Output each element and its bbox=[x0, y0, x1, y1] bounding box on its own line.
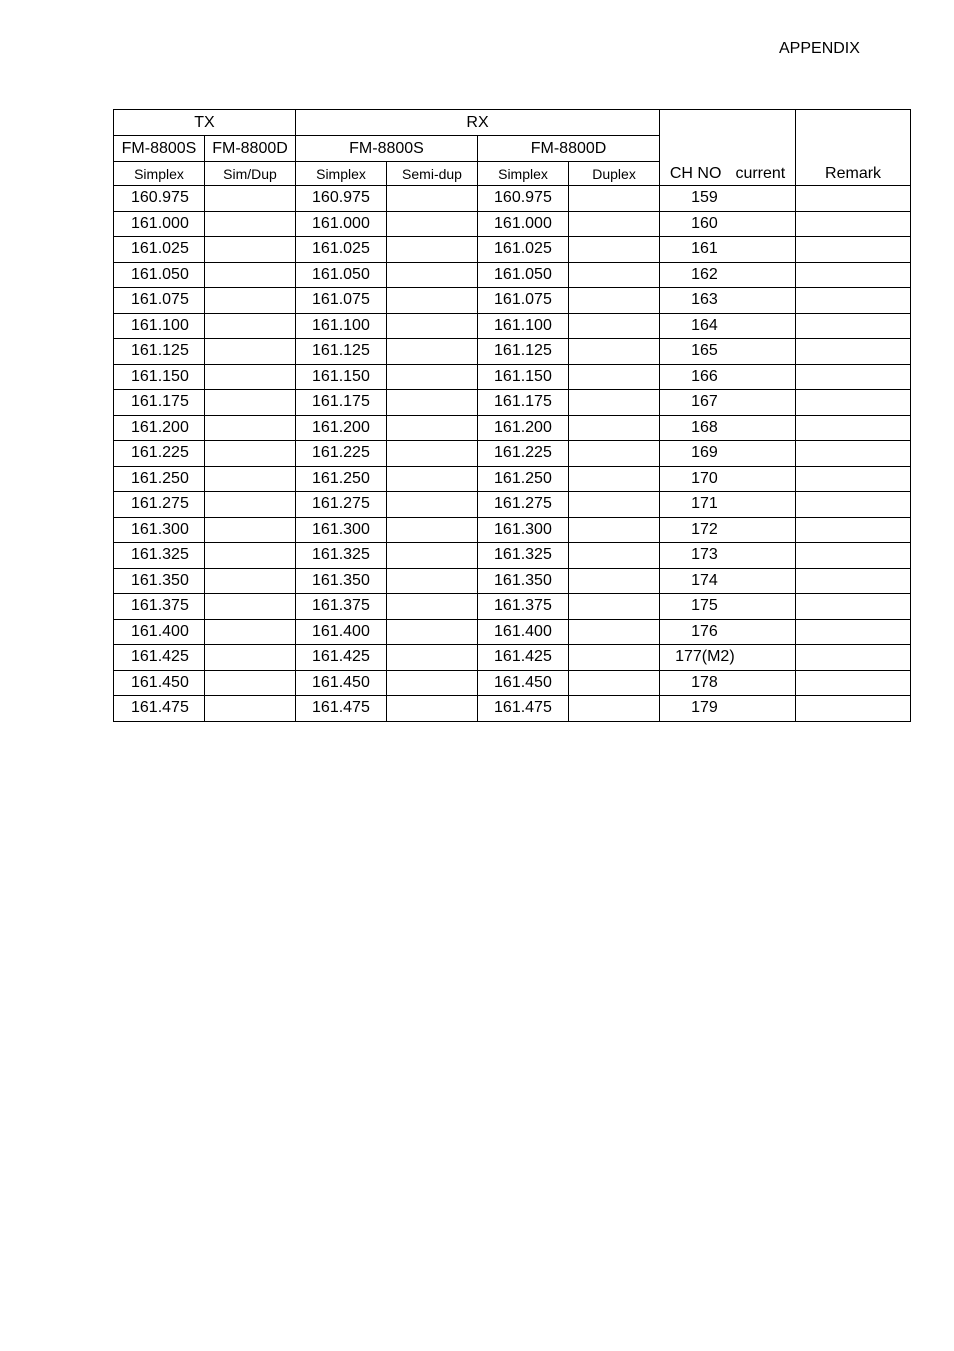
channel-number-cell: 172 bbox=[660, 517, 796, 543]
tx-simdup-subheader: Sim/Dup bbox=[205, 162, 296, 186]
channel-number-cell: 166 bbox=[660, 364, 796, 390]
rx-d-simplex-cell: 161.175 bbox=[478, 390, 569, 416]
tx-simdup-cell bbox=[205, 696, 296, 722]
table-row bbox=[114, 390, 911, 416]
table-row bbox=[114, 441, 911, 467]
rx-d-simplex-cell: 161.200 bbox=[478, 415, 569, 441]
tx-simplex-subheader: Simplex bbox=[114, 162, 205, 186]
remark-cell bbox=[796, 619, 911, 645]
rx-d-simplex-subheader: Simplex bbox=[478, 162, 569, 186]
rx-s-simplex-cell: 161.175 bbox=[296, 390, 387, 416]
rx-s-simplex-cell: 161.450 bbox=[296, 670, 387, 696]
table-row bbox=[114, 339, 911, 365]
tx-simdup-cell bbox=[205, 339, 296, 365]
rx-d-duplex-cell bbox=[569, 186, 660, 212]
remark-cell bbox=[796, 492, 911, 518]
rx-d-duplex-cell bbox=[569, 237, 660, 263]
rx-d-simplex-cell: 160.975 bbox=[478, 186, 569, 212]
table-row bbox=[114, 543, 911, 569]
rx-d-simplex-cell: 161.025 bbox=[478, 237, 569, 263]
remark-header: Remark bbox=[796, 110, 911, 186]
rx-s-simplex-cell: 161.475 bbox=[296, 696, 387, 722]
current-label: current bbox=[735, 165, 786, 182]
remark-cell bbox=[796, 211, 911, 237]
tx-group-header: TX bbox=[114, 110, 296, 136]
rx-d-duplex-cell bbox=[569, 211, 660, 237]
remark-cell bbox=[796, 670, 911, 696]
channel-number-cell: 165 bbox=[660, 339, 796, 365]
remark-cell bbox=[796, 390, 911, 416]
tx-simdup-cell bbox=[205, 390, 296, 416]
tx-simdup-cell bbox=[205, 415, 296, 441]
remark-cell bbox=[796, 415, 911, 441]
tx-simplex-cell: 161.275 bbox=[114, 492, 205, 518]
table-row bbox=[114, 670, 911, 696]
tx-simplex-cell: 161.000 bbox=[114, 211, 205, 237]
tx-simplex-cell: 161.150 bbox=[114, 364, 205, 390]
remark-cell bbox=[796, 237, 911, 263]
rx-d-simplex-cell: 161.425 bbox=[478, 645, 569, 671]
tx-simplex-cell: 161.400 bbox=[114, 619, 205, 645]
table-row bbox=[114, 211, 911, 237]
rx-d-simplex-cell: 161.450 bbox=[478, 670, 569, 696]
rx-s-semidup-cell bbox=[387, 492, 478, 518]
remark-cell bbox=[796, 696, 911, 722]
channel-number-cell: 171 bbox=[660, 492, 796, 518]
rx-s-simplex-cell: 161.050 bbox=[296, 262, 387, 288]
tx-simplex-cell: 161.200 bbox=[114, 415, 205, 441]
rx-s-semidup-cell bbox=[387, 670, 478, 696]
rx-d-duplex-cell bbox=[569, 288, 660, 314]
table-row bbox=[114, 288, 911, 314]
rx-model-d-header: FM-8800D bbox=[478, 136, 660, 162]
remark-cell bbox=[796, 262, 911, 288]
rx-s-semidup-cell bbox=[387, 441, 478, 467]
channel-number-cell: 170 bbox=[660, 466, 796, 492]
remark-cell bbox=[796, 517, 911, 543]
rx-d-duplex-cell bbox=[569, 492, 660, 518]
tx-simdup-cell bbox=[205, 441, 296, 467]
rx-d-simplex-cell: 161.475 bbox=[478, 696, 569, 722]
rx-s-simplex-cell: 161.400 bbox=[296, 619, 387, 645]
rx-s-semidup-cell bbox=[387, 543, 478, 569]
remark-cell bbox=[796, 288, 911, 314]
channel-number-cell: 177(M2) bbox=[660, 645, 796, 671]
remark-cell bbox=[796, 441, 911, 467]
rx-s-semidup-cell bbox=[387, 339, 478, 365]
tx-model-s-header: FM-8800S bbox=[114, 136, 205, 162]
table-row bbox=[114, 594, 911, 620]
rx-d-simplex-cell: 161.150 bbox=[478, 364, 569, 390]
rx-s-semidup-cell bbox=[387, 364, 478, 390]
chno-label: CH NO bbox=[669, 165, 722, 182]
rx-d-duplex-cell bbox=[569, 415, 660, 441]
channel-number-cell: 174 bbox=[660, 568, 796, 594]
rx-d-duplex-cell bbox=[569, 441, 660, 467]
rx-s-semidup-cell bbox=[387, 390, 478, 416]
rx-s-simplex-cell: 161.200 bbox=[296, 415, 387, 441]
tx-simdup-cell bbox=[205, 288, 296, 314]
tx-simplex-cell: 161.425 bbox=[114, 645, 205, 671]
rx-s-simplex-cell: 161.375 bbox=[296, 594, 387, 620]
table-row bbox=[114, 568, 911, 594]
rx-d-simplex-cell: 161.100 bbox=[478, 313, 569, 339]
remark-cell bbox=[796, 594, 911, 620]
tx-simdup-cell bbox=[205, 517, 296, 543]
channel-number-cell: 178 bbox=[660, 670, 796, 696]
rx-d-duplex-cell bbox=[569, 262, 660, 288]
rx-s-simplex-cell: 161.275 bbox=[296, 492, 387, 518]
tx-simdup-cell bbox=[205, 186, 296, 212]
tx-simplex-cell: 161.250 bbox=[114, 466, 205, 492]
rx-s-simplex-cell: 160.975 bbox=[296, 186, 387, 212]
tx-simdup-cell bbox=[205, 466, 296, 492]
tx-simplex-cell: 161.100 bbox=[114, 313, 205, 339]
channel-number-cell: 176 bbox=[660, 619, 796, 645]
rx-s-semidup-cell bbox=[387, 313, 478, 339]
remark-cell bbox=[796, 364, 911, 390]
rx-s-simplex-cell: 161.000 bbox=[296, 211, 387, 237]
rx-group-header: RX bbox=[296, 110, 660, 136]
rx-d-duplex-cell bbox=[569, 543, 660, 569]
rx-s-semidup-cell bbox=[387, 466, 478, 492]
rx-s-semidup-cell bbox=[387, 619, 478, 645]
rx-d-simplex-cell: 161.050 bbox=[478, 262, 569, 288]
channel-number-cell: 179 bbox=[660, 696, 796, 722]
tx-simdup-cell bbox=[205, 645, 296, 671]
channel-number-cell: 162 bbox=[660, 262, 796, 288]
rx-model-s-header: FM-8800S bbox=[296, 136, 478, 162]
tx-simplex-cell: 161.325 bbox=[114, 543, 205, 569]
tx-simdup-cell bbox=[205, 568, 296, 594]
tx-simplex-cell: 161.225 bbox=[114, 441, 205, 467]
table-row bbox=[114, 492, 911, 518]
channel-number-cell: 168 bbox=[660, 415, 796, 441]
rx-s-simplex-cell: 161.025 bbox=[296, 237, 387, 263]
tx-simplex-cell: 161.075 bbox=[114, 288, 205, 314]
rx-d-duplex-cell bbox=[569, 517, 660, 543]
rx-d-simplex-cell: 161.400 bbox=[478, 619, 569, 645]
channel-number-cell: 163 bbox=[660, 288, 796, 314]
rx-s-semidup-cell bbox=[387, 517, 478, 543]
table-row bbox=[114, 619, 911, 645]
remark-cell bbox=[796, 339, 911, 365]
rx-s-semidup-cell bbox=[387, 568, 478, 594]
remark-cell bbox=[796, 543, 911, 569]
channel-number-cell: 175 bbox=[660, 594, 796, 620]
rx-d-simplex-cell: 161.075 bbox=[478, 288, 569, 314]
tx-simdup-cell bbox=[205, 313, 296, 339]
rx-d-duplex-cell bbox=[569, 390, 660, 416]
rx-d-duplex-cell bbox=[569, 466, 660, 492]
table-row bbox=[114, 313, 911, 339]
rx-d-simplex-cell: 161.000 bbox=[478, 211, 569, 237]
channel-number-cell: 167 bbox=[660, 390, 796, 416]
remark-cell bbox=[796, 645, 911, 671]
rx-d-simplex-cell: 161.350 bbox=[478, 568, 569, 594]
rx-d-simplex-cell: 161.325 bbox=[478, 543, 569, 569]
rx-d-simplex-cell: 161.125 bbox=[478, 339, 569, 365]
rx-d-duplex-subheader: Duplex bbox=[569, 162, 660, 186]
table-row bbox=[114, 466, 911, 492]
remark-cell bbox=[796, 466, 911, 492]
rx-d-simplex-cell: 161.375 bbox=[478, 594, 569, 620]
rx-s-simplex-cell: 161.425 bbox=[296, 645, 387, 671]
rx-d-duplex-cell bbox=[569, 313, 660, 339]
tx-simplex-cell: 161.375 bbox=[114, 594, 205, 620]
tx-simdup-cell bbox=[205, 237, 296, 263]
tx-model-d-header: FM-8800D bbox=[205, 136, 296, 162]
channel-number-cell: 159 bbox=[660, 186, 796, 212]
rx-d-duplex-cell bbox=[569, 645, 660, 671]
channel-number-cell: 169 bbox=[660, 441, 796, 467]
rx-s-semidup-cell bbox=[387, 696, 478, 722]
remark-cell bbox=[796, 313, 911, 339]
rx-d-simplex-cell: 161.250 bbox=[478, 466, 569, 492]
table-row bbox=[114, 186, 911, 212]
rx-s-simplex-cell: 161.350 bbox=[296, 568, 387, 594]
table-row bbox=[114, 645, 911, 671]
channel-number-cell: 160 bbox=[660, 211, 796, 237]
rx-s-semidup-cell bbox=[387, 186, 478, 212]
rx-s-simplex-cell: 161.075 bbox=[296, 288, 387, 314]
tx-simplex-cell: 161.175 bbox=[114, 390, 205, 416]
rx-d-duplex-cell bbox=[569, 339, 660, 365]
chno-current-header bbox=[660, 110, 796, 186]
channel-number-cell: 164 bbox=[660, 313, 796, 339]
table-row bbox=[114, 517, 911, 543]
tx-simplex-cell: 160.975 bbox=[114, 186, 205, 212]
rx-s-semidup-cell bbox=[387, 594, 478, 620]
tx-simdup-cell bbox=[205, 211, 296, 237]
table-row bbox=[114, 415, 911, 441]
rx-d-simplex-cell: 161.300 bbox=[478, 517, 569, 543]
rx-s-simplex-cell: 161.225 bbox=[296, 441, 387, 467]
table-row bbox=[114, 237, 911, 263]
rx-s-semidup-subheader: Semi-dup bbox=[387, 162, 478, 186]
rx-d-duplex-cell bbox=[569, 568, 660, 594]
rx-s-simplex-cell: 161.250 bbox=[296, 466, 387, 492]
tx-simplex-cell: 161.450 bbox=[114, 670, 205, 696]
rx-s-semidup-cell bbox=[387, 211, 478, 237]
rx-s-semidup-cell bbox=[387, 288, 478, 314]
rx-d-simplex-cell: 161.225 bbox=[478, 441, 569, 467]
rx-s-semidup-cell bbox=[387, 415, 478, 441]
channel-number-cell: 173 bbox=[660, 543, 796, 569]
tx-simdup-cell bbox=[205, 619, 296, 645]
rx-s-simplex-cell: 161.100 bbox=[296, 313, 387, 339]
channel-number-cell: 161 bbox=[660, 237, 796, 263]
rx-s-simplex-cell: 161.300 bbox=[296, 517, 387, 543]
rx-s-semidup-cell bbox=[387, 237, 478, 263]
tx-simdup-cell bbox=[205, 670, 296, 696]
tx-simplex-cell: 161.300 bbox=[114, 517, 205, 543]
channel-frequency-table bbox=[113, 109, 911, 722]
table-row bbox=[114, 262, 911, 288]
tx-simdup-cell bbox=[205, 594, 296, 620]
tx-simplex-cell: 161.475 bbox=[114, 696, 205, 722]
rx-d-duplex-cell bbox=[569, 364, 660, 390]
rx-d-duplex-cell bbox=[569, 670, 660, 696]
rx-s-simplex-cell: 161.325 bbox=[296, 543, 387, 569]
rx-d-duplex-cell bbox=[569, 696, 660, 722]
remark-cell bbox=[796, 186, 911, 212]
tx-simdup-cell bbox=[205, 262, 296, 288]
rx-d-duplex-cell bbox=[569, 594, 660, 620]
tx-simplex-cell: 161.350 bbox=[114, 568, 205, 594]
rx-s-semidup-cell bbox=[387, 645, 478, 671]
tx-simplex-cell: 161.050 bbox=[114, 262, 205, 288]
rx-d-simplex-cell: 161.275 bbox=[478, 492, 569, 518]
tx-simplex-cell: 161.125 bbox=[114, 339, 205, 365]
rx-d-duplex-cell bbox=[569, 619, 660, 645]
remark-cell bbox=[796, 568, 911, 594]
tx-simdup-cell bbox=[205, 543, 296, 569]
rx-s-simplex-cell: 161.150 bbox=[296, 364, 387, 390]
rx-s-simplex-subheader: Simplex bbox=[296, 162, 387, 186]
tx-simdup-cell bbox=[205, 492, 296, 518]
rx-s-simplex-cell: 161.125 bbox=[296, 339, 387, 365]
tx-simplex-cell: 161.025 bbox=[114, 237, 205, 263]
rx-s-semidup-cell bbox=[387, 262, 478, 288]
table-row bbox=[114, 364, 911, 390]
page-header: APPENDIX bbox=[779, 40, 860, 57]
tx-simdup-cell bbox=[205, 364, 296, 390]
table-row bbox=[114, 696, 911, 722]
